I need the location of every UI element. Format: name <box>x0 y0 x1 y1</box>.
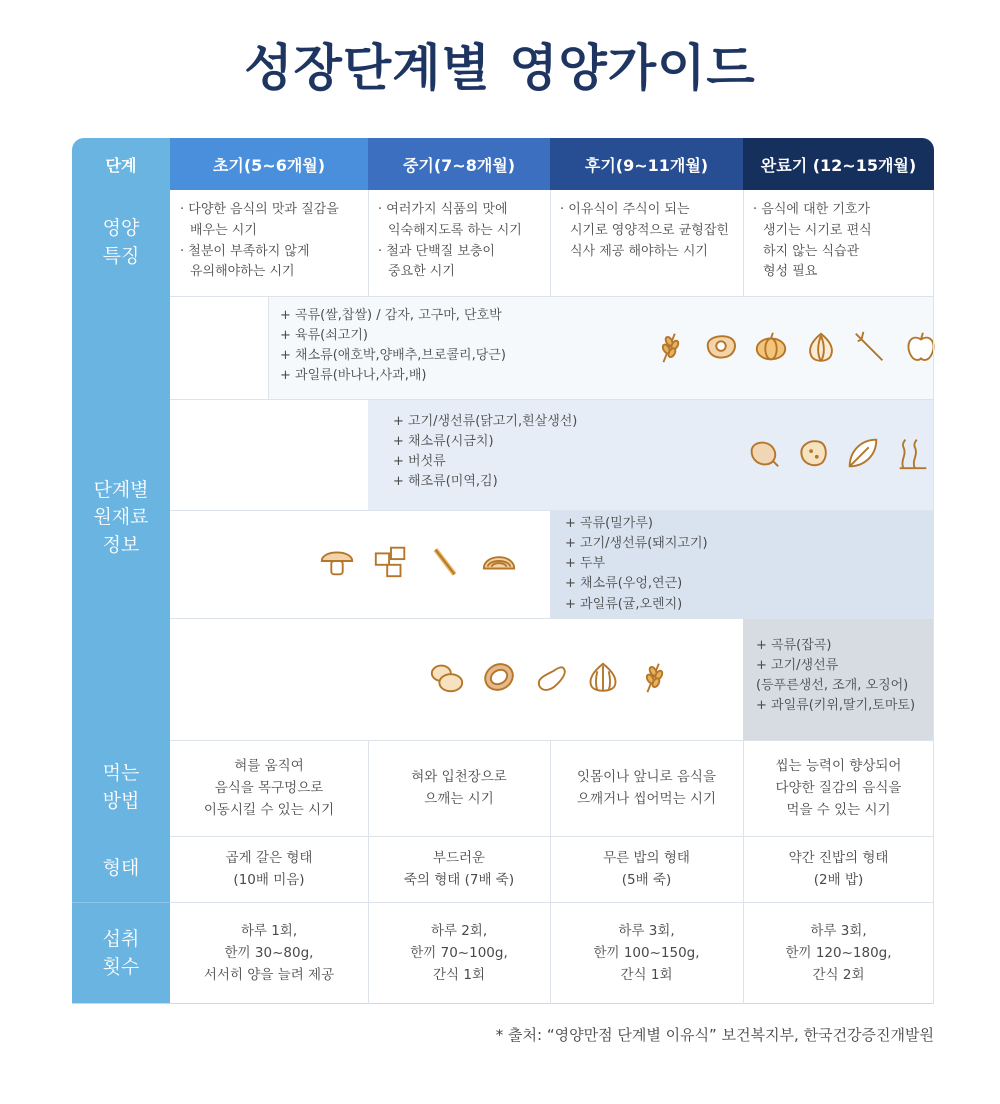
nutrition-guide-table <box>72 138 934 1004</box>
header-stage-label: 단계 <box>72 138 170 190</box>
sweet-potato-icon <box>428 658 466 696</box>
row-label-eating: 먹는 방법 <box>72 740 170 836</box>
chicken-icon <box>744 434 782 472</box>
grain-icon <box>636 658 674 696</box>
potato-icon <box>794 434 832 472</box>
row-divider <box>170 510 934 511</box>
column-divider <box>743 740 744 1004</box>
form-cell-early: 곱게 갈은 형태 (10배 미음) <box>225 849 313 888</box>
eating-cell-complete: 씹는 능력이 향상되어 다양한 질감의 음식을 먹을 수 있는 시기 <box>775 757 902 819</box>
column-divider <box>368 740 369 1004</box>
eggplant-icon <box>532 658 570 696</box>
tofu-icon <box>372 542 410 580</box>
column-divider <box>268 296 269 399</box>
form-cell-late: 무른 밥의 형태 (5배 죽) <box>603 849 690 888</box>
ingredient-icons-complete <box>428 658 674 696</box>
intake-cell-late: 하루 3회, 한끼 100~150g, 간식 1회 <box>593 922 700 984</box>
table-bottom-border <box>72 1003 934 1004</box>
nutrition-cell-late <box>550 190 743 296</box>
row-label-ingredients: 단계별 원재료 정보 <box>72 296 170 740</box>
row-divider <box>170 740 934 741</box>
ingredient-icons-late <box>318 542 518 580</box>
table-right-border <box>933 190 934 1004</box>
ingredient-icons-middle <box>744 434 932 472</box>
ingredient-list-complete: + 곡류(잡곡) + 고기/생선류 (등푸른생선, 조개, 오징어) + 과일류(키위,딸기,토마토) <box>756 638 916 714</box>
header-stage-middle: 중기(7~8개월) <box>368 138 550 190</box>
form-cell-complete: 약간 진밥의 형태 (2배 밥) <box>788 849 889 888</box>
nutrition-cell-complete <box>743 190 934 296</box>
row-divider <box>170 399 934 400</box>
nutrition-item: · 음식에 대한 기호가 생기는 시기로 편식 하지 않는 식습관 형성 필요 <box>753 202 872 280</box>
row-label-form: 형태 <box>72 836 170 902</box>
garlic-icon <box>584 658 622 696</box>
page-title: 성장단계별 영양가이드 <box>244 39 756 97</box>
nutrition-item: · 이유식이 주식이 되는 시기로 영양적으로 균형잡힌 식사 제공 해야하는 시기 <box>560 202 729 259</box>
nutrition-cell-middle <box>368 190 550 296</box>
source-note: * 출처: “영양만점 단계별 이유식” 보건복지부, 한국건강증진개발원 <box>495 1026 934 1044</box>
eating-cell-late: 잇몸이나 앞니로 음식을 으깨거나 씹어먹는 시기 <box>577 768 716 807</box>
row-label-nutrition: 영양 특징 <box>72 190 170 296</box>
burdock-icon <box>426 542 464 580</box>
spinach-icon <box>844 434 882 472</box>
wheat-icon <box>652 328 690 366</box>
apple-icon <box>902 328 940 366</box>
column-divider <box>743 190 744 296</box>
mushroom-icon <box>318 542 356 580</box>
row-divider <box>170 836 934 837</box>
carrot-icon <box>852 328 890 366</box>
header-stage-early: 초기(5~6개월) <box>170 138 368 190</box>
row-divider <box>170 296 934 297</box>
seaweed-icon <box>894 434 932 472</box>
column-divider <box>550 740 551 1004</box>
header-stage-complete: 완료기 (12~15개월) <box>743 138 934 190</box>
pumpkin-icon <box>752 328 790 366</box>
nutrition-item: · 철분이 부족하지 않게 유의해야하는 시기 <box>180 243 310 280</box>
column-divider <box>550 190 551 296</box>
nutrition-item: · 철과 단백질 보충이 중요한 시기 <box>378 243 495 280</box>
eating-cell-middle: 혀와 입천장으로 으깨는 시기 <box>411 768 507 807</box>
row-label-intake: 섭취 횟수 <box>72 902 170 1004</box>
ingredient-list-early: + 곡류(쌀,찹쌀) / 감자, 고구마, 단호박 + 육류(쇠고기) + 채소류(애호박,양배추,브로콜리,당근) + 과일류(바나나,사과,배) <box>280 308 506 384</box>
ingredient-list-late: + 곡류(밀가루) + 고기/생선류(돼지고기) + 두부 + 채소류(우엉,연근) + 과일류(귤,오렌지) <box>565 516 708 612</box>
ingredient-icons-early <box>652 328 940 366</box>
eating-cell-early: 혀를 움직여 음식을 목구멍으로 이동시킬 수 있는 시기 <box>203 757 335 819</box>
column-divider <box>368 190 369 296</box>
intake-cell-middle: 하루 2회, 한끼 70~100g, 간식 1회 <box>410 922 508 984</box>
onion-icon <box>802 328 840 366</box>
fish-icon <box>480 658 518 696</box>
nutrition-item: · 여러가지 식품의 맛에 익숙해지도록 하는 시기 <box>378 202 522 238</box>
nutrition-cell-early <box>170 190 368 296</box>
row-divider <box>170 902 934 903</box>
row-divider <box>170 618 934 619</box>
nutrition-item: · 다양한 음식의 맛과 질감을 배우는 시기 <box>180 202 339 238</box>
header-stage-late: 후기(9~11개월) <box>550 138 743 190</box>
intake-cell-early: 하루 1회, 한끼 30~80g, 서서히 양을 늘려 제공 <box>203 922 335 984</box>
intake-cell-complete: 하루 3회, 한끼 120~180g, 간식 2회 <box>785 922 892 984</box>
form-cell-middle: 부드러운 죽의 형태 (7배 죽) <box>403 849 515 888</box>
ingredient-list-middle: + 고기/생선류(닭고기,흰살생선) + 채소류(시금치) + 버섯류 + 해조류(미역,김) <box>393 414 578 490</box>
clam-icon <box>480 542 518 580</box>
meat-icon <box>702 328 740 366</box>
